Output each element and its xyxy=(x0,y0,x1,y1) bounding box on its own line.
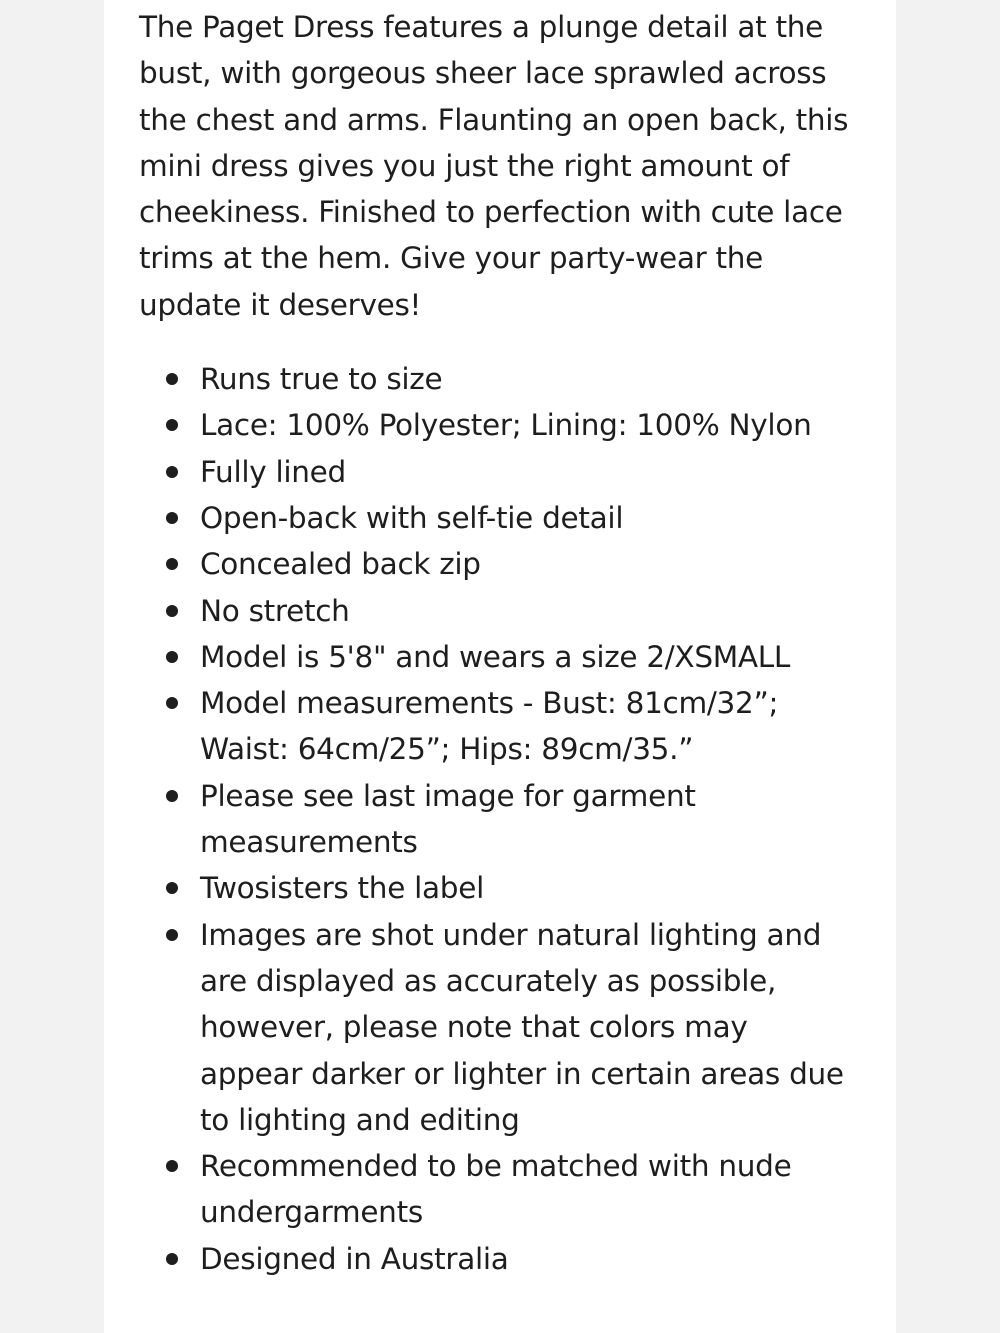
feature-item xyxy=(139,402,845,448)
bullet-icon xyxy=(166,512,178,524)
feature-item xyxy=(139,773,845,866)
bullet-icon xyxy=(166,651,178,663)
bullet-icon xyxy=(166,1160,178,1172)
feature-text: No stretch xyxy=(200,593,350,628)
feature-text: Recommended to be matched with nude undergarments xyxy=(200,1149,792,1230)
bullet-icon xyxy=(166,790,178,802)
bullet-icon xyxy=(166,697,178,709)
bullet-icon xyxy=(166,558,178,570)
feature-text: Images are shot under natural lighting and are displayed as accurately as possible, however, please note that colors may appear darker or lighter in certain areas due to lighting and editing xyxy=(200,917,844,1137)
feature-text: Designed in Australia xyxy=(200,1241,509,1276)
bullet-icon xyxy=(166,882,178,894)
feature-text: Lace: 100% Polyester; Lining: 100% Nylon xyxy=(200,408,812,443)
feature-text: Please see last image for garment measurements xyxy=(200,778,696,860)
feature-text: Twosisters the label xyxy=(200,871,484,906)
feature-text: Open-back with self-tie detail xyxy=(200,500,624,535)
feature-item xyxy=(139,495,845,541)
feature-text: Concealed back zip xyxy=(200,547,481,582)
bullet-icon xyxy=(166,605,178,617)
bullet-icon xyxy=(166,419,178,431)
feature-text: Runs true to size xyxy=(200,362,443,397)
feature-list xyxy=(139,356,845,1282)
bullet-icon xyxy=(166,1253,178,1265)
product-description: The Paget Dress features a plunge detail at the bust, with gorgeous sheer lace sprawled across the chest and arms. Flaunting an open back, this mini dress gives you just the right amount of cheekiness. Finished to perfection with cute lace trims at the hem. Give your party-wear the update it deserves! xyxy=(139,10,849,322)
feature-item xyxy=(139,634,845,680)
feature-item xyxy=(139,865,845,911)
feature-text: Model is 5'8" and wears a size 2/XSMALL xyxy=(200,639,791,674)
bullet-icon xyxy=(166,373,178,385)
feature-text: Model measurements - Bust: 81cm/32”; Waist: 64cm/25”; Hips: 89cm/35.” xyxy=(200,686,779,767)
feature-item xyxy=(139,449,845,495)
bullet-icon xyxy=(166,929,178,941)
feature-item xyxy=(139,680,845,773)
feature-text: Fully lined xyxy=(200,454,346,489)
feature-item xyxy=(139,1143,845,1236)
feature-item xyxy=(139,541,845,587)
feature-item xyxy=(139,912,845,1143)
feature-item xyxy=(139,1236,845,1282)
product-description-section xyxy=(139,4,869,1282)
feature-item xyxy=(139,588,845,634)
product-details-panel xyxy=(104,0,896,1333)
bullet-icon xyxy=(166,466,178,478)
feature-item xyxy=(139,356,845,402)
